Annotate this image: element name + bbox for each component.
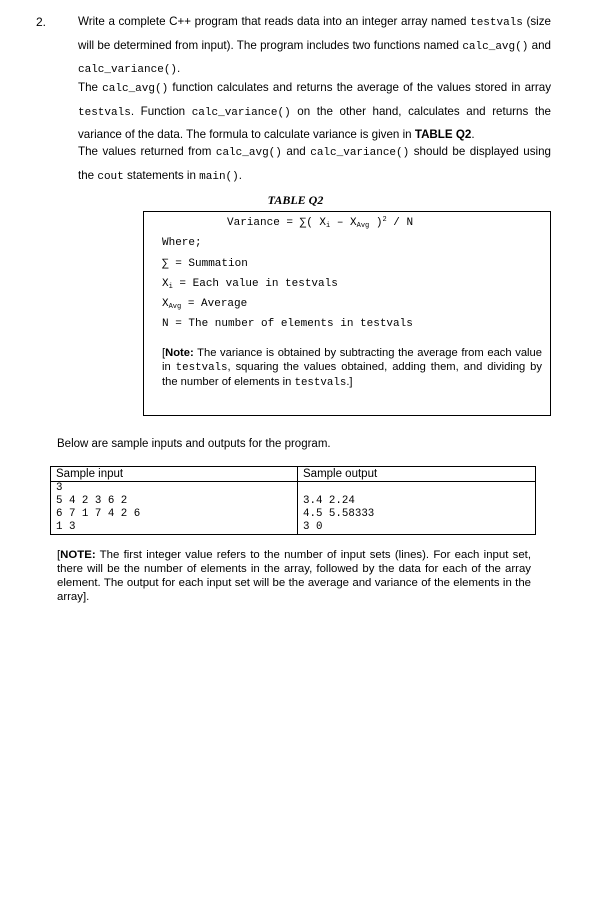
- table-title: TABLE Q2: [267, 193, 324, 207]
- note-label: Note:: [165, 347, 194, 359]
- formula-note: [Note: The variance is obtained by subtracting the average from each value in testvals, squaring the values obtained, adding them, and dividing by the number of elements in testvals.]: [162, 347, 542, 389]
- code-testvals: testvals: [294, 377, 347, 389]
- text: The values returned from: [78, 145, 216, 158]
- text: .: [471, 128, 475, 141]
- code-main: main(): [199, 170, 239, 183]
- definition-xavg: $X_{Avg}$ = Average: [162, 298, 248, 311]
- text: (size will be determined from input). The program includes two functions named: [78, 15, 551, 52]
- question-number: 2.: [36, 15, 47, 29]
- code-testvals: testvals: [470, 17, 523, 29]
- note-label: NOTE:: [60, 549, 96, 561]
- code-cout: cout: [97, 170, 124, 183]
- code-calc-variance: calc_variance(): [310, 147, 410, 159]
- question-paragraph-1: [78, 11, 551, 82]
- code-calc-avg: calc_avg(): [215, 147, 282, 159]
- definition-n: N = The number of elements in testvals: [162, 318, 413, 330]
- io-note: [NOTE: The first integer value refers to the number of input sets (lines). For each input set, there will be the number of elements in the array, followed by the data for each of the array element. The output for each input set will be the average and variance of the elements in the array].: [57, 549, 531, 603]
- code-calc-variance: calc_variance(): [191, 106, 291, 119]
- definition-summation: ∑ = Summation: [162, 258, 248, 270]
- table-row: [51, 482, 536, 535]
- text: .: [177, 62, 181, 75]
- where-label: Where;: [162, 237, 202, 249]
- code-calc-variance: calc_variance(): [78, 64, 178, 76]
- table-reference: TABLE Q2: [414, 128, 472, 141]
- code-calc-avg: calc_avg(): [102, 83, 169, 95]
- text: The: [78, 81, 103, 94]
- sample-input-cell: 3 5 4 2 3 6 2 6 7 1 7 4 2 6 1 3: [51, 482, 298, 535]
- table-header-row: [51, 467, 536, 482]
- question-paragraph-3: [78, 141, 551, 188]
- text: on the other hand, calculates and returns the variance of the data. The formula to calculate variance is given in: [78, 104, 551, 141]
- definition-xi: $X_i$ = Each value in testvals: [162, 278, 338, 291]
- text: . Function: [130, 104, 192, 118]
- text: and: [281, 145, 311, 158]
- sample-output-cell: 3.4 2.24 4.5 5.58333 3 0: [298, 482, 536, 535]
- text: statements in: [123, 168, 200, 182]
- text: function calculates and returns the average of the values stored in array: [168, 81, 551, 94]
- sample-io-table: [50, 466, 536, 535]
- text: Write a complete C++ program that reads data into an integer array named: [78, 15, 471, 28]
- code-calc-avg: calc_avg(): [462, 40, 529, 53]
- formula-box: [143, 211, 551, 416]
- variance-formula: Variance = ∑( $X_i - X_{Avg}$ )$^2$ / N: [227, 216, 414, 230]
- text: should be displayed using the: [78, 145, 551, 182]
- code-testvals: testvals: [78, 106, 131, 119]
- text: .: [238, 168, 242, 182]
- header-sample-output: Sample output: [298, 467, 536, 482]
- question-paragraph-2: [78, 77, 551, 146]
- text: and: [528, 38, 551, 52]
- sample-intro-text: Below are sample inputs and outputs for the program.: [57, 438, 331, 450]
- header-sample-input: Sample input: [51, 467, 298, 482]
- code-testvals: testvals: [175, 362, 228, 374]
